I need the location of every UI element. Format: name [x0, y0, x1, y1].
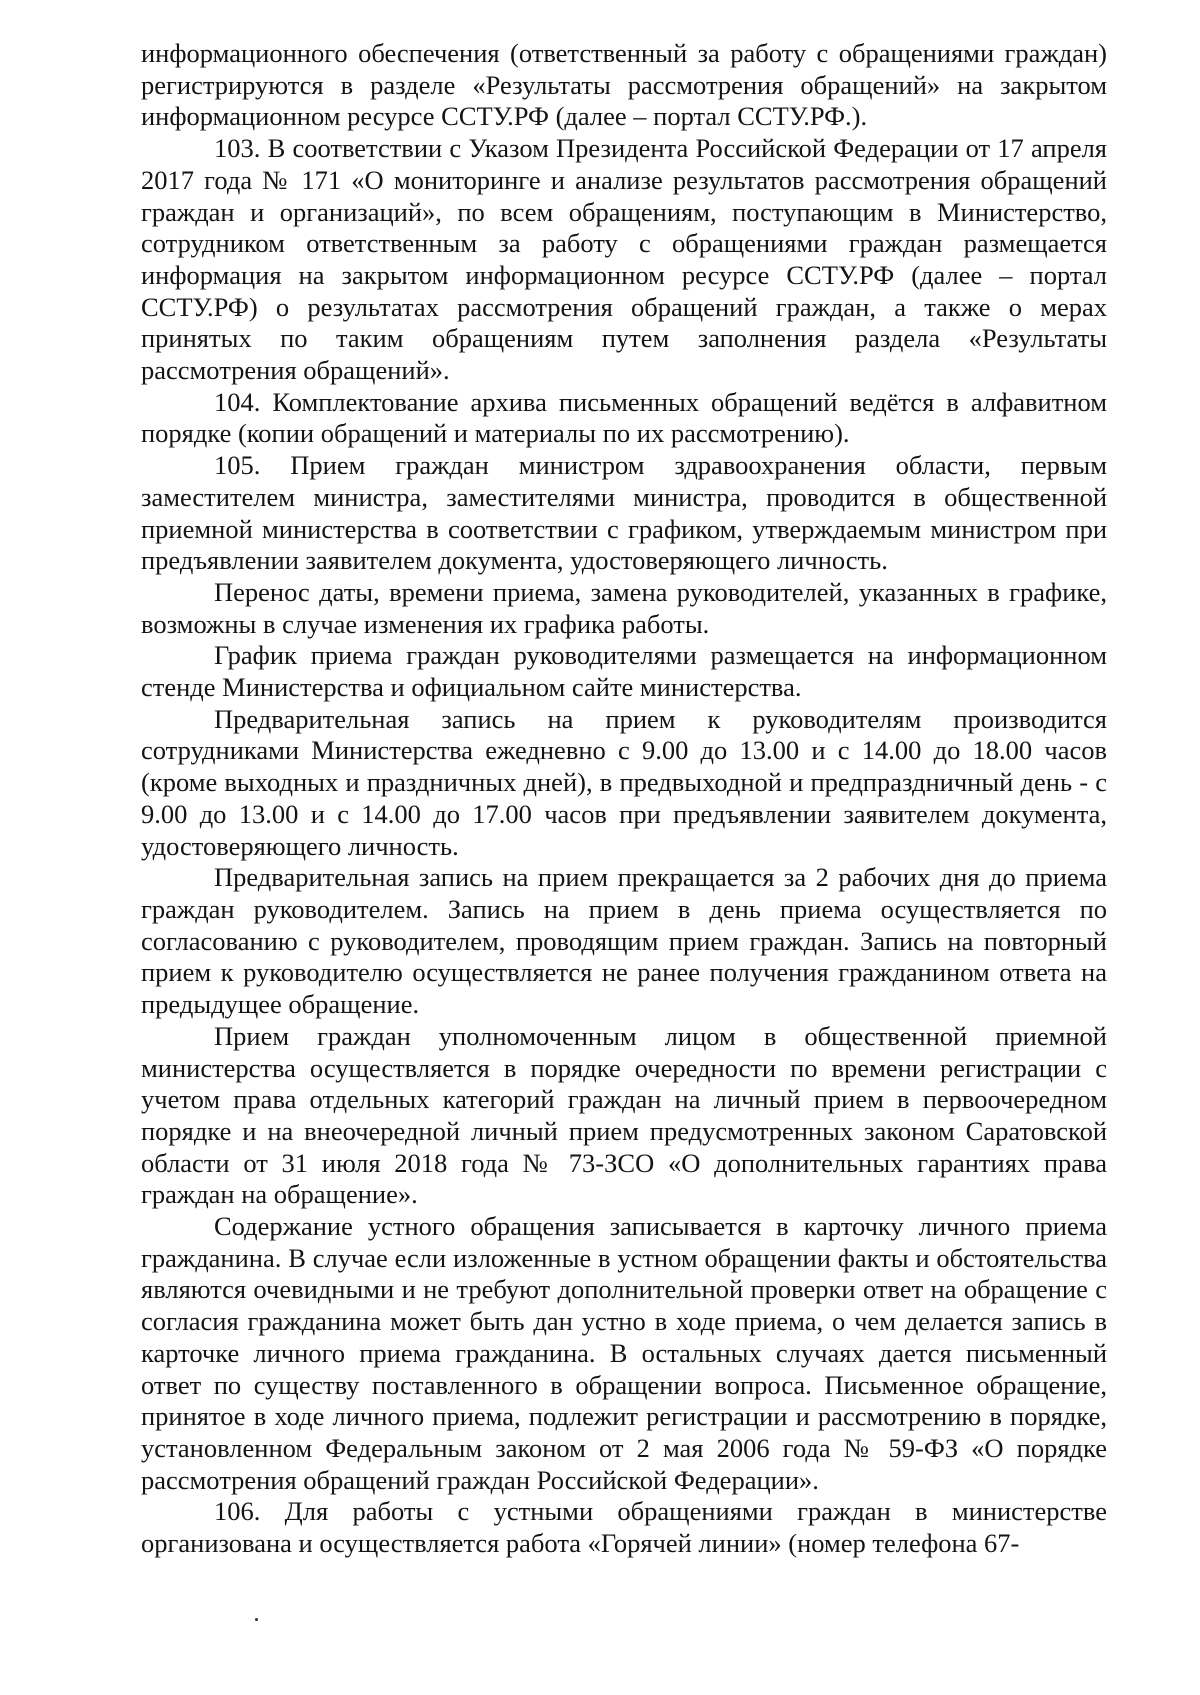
paragraph-oral-appeal: Содержание устного обращения записывается в карточку личного приема гражданина. В случае если изложенные в устном обращении факты и обстоятельства являются очевидными и не требуют дополнительной проверки ответ на обращение с согласия гражданина может быть дан устно в ходе приема, о чем делается запись в карточке личного приема гражданина. В остальных случаях дается письменный ответ по существу поставленного в обращении вопроса. Письменное обращение, принятое в ходе личного приема, подлежит регистрации и рассмотрению в порядке, установленном Федеральным законом от 2 мая 2006 года № 59-ФЗ «О порядке рассмотрения обращений граждан Российской Федерации». — [141, 1211, 1107, 1495]
scan-speck — [255, 1618, 258, 1621]
paragraph-103: 103. В соответствии с Указом Президента Российской Федерации от 17 апреля 2017 года № 171 «О мониторинге и анализе результатов рассмотрения обращений граждан и организаций», по всем обращениям, поступающим в Министерство, сотрудником ответственным за работу с обращениями граждан размещается информация на закрытом информационном ресурсе ССТУ.РФ (далее – портал ССТУ.РФ) о результатах рассмотрения обращений граждан, а также о мерах принятых по таким обращениям путем заполнения раздела «Результаты рассмотрения обращений». — [141, 133, 1107, 386]
paragraph-pre-registration: Предварительная запись на прием к руководителям производится сотрудниками Министерства ежедневно с 9.00 до 13.00 и с 14.00 до 18.00 часов (кроме выходных и праздничных дней), в предвыходной и предпраздничный день - с 9.00 до 13.00 и с 14.00 до 17.00 часов при предъявлении заявителем документа, удостоверяющего личность. — [141, 703, 1107, 861]
document-body — [141, 38, 1107, 1560]
paragraph-registration-end: Предварительная запись на прием прекращается за 2 рабочих дня до приема граждан руководителем. Запись на прием в день приема осуществляется по согласованию с руководителем, проводящим прием граждан. Запись на повторный прием к руководителю осуществляется не ранее получения гражданином ответа на предыдущее обращение. — [141, 862, 1107, 1020]
paragraph-105: 105. Прием граждан министром здравоохранения области, первым заместителем министра, заместителями министра, проводится в общественной приемной министерства в соответствии с графиком, утверждаемым министром при предъявлении заявителем документа, удостоверяющего личность. — [141, 450, 1107, 576]
paragraph-schedule-placement: График приема граждан руководителями размещается на информационном стенде Министерства и официальном сайте министерства. — [141, 640, 1107, 703]
paragraph-reception-order: Прием граждан уполномоченным лицом в общественной приемной министерства осуществляется в порядке очередности по времени регистрации с учетом права отдельных категорий граждан на личный прием в первоочередном порядке и на внеочередной личный прием предусмотренных законом Саратовской области от 31 июля 2018 года № 73-ЗСО «О дополнительных гарантиях права граждан на обращение». — [141, 1020, 1107, 1210]
paragraph-schedule-change: Перенос даты, времени приема, замена руководителей, указанных в графике, возможны в случае изменения их графика работы. — [141, 576, 1107, 639]
paragraph-104: 104. Комплектование архива письменных обращений ведётся в алфавитном порядке (копии обращений и материалы по их рассмотрению). — [141, 386, 1107, 449]
paragraph-106: 106. Для работы с устными обращениями граждан в министерстве организована и осуществляется работа «Горячей линии» (номер телефона 67- — [141, 1496, 1107, 1559]
paragraph-continuation: информационного обеспечения (ответственный за работу с обращениями граждан) регистрируются в разделе «Результаты рассмотрения обращений» на закрытом информационном ресурсе ССТУ.РФ (далее – портал ССТУ.РФ.). — [141, 38, 1107, 132]
